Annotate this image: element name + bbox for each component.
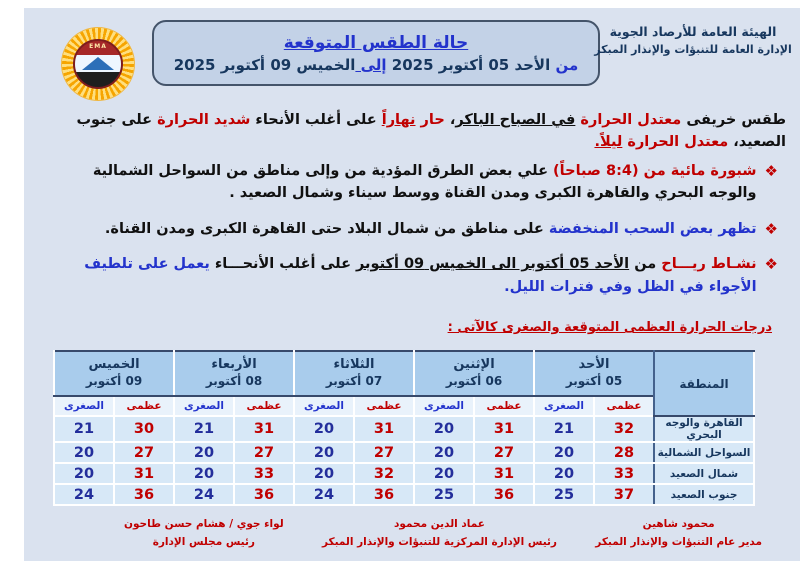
- temp-max-cell: 31: [234, 416, 294, 442]
- table-row: [54, 416, 754, 442]
- diamond-bullet-icon: ❖: [764, 219, 778, 238]
- min-subheader: الصغرى: [534, 396, 594, 416]
- day-name: الثلاثاء: [333, 357, 375, 373]
- temp-max-cell: 31: [474, 416, 534, 442]
- temp-min-cell: 20: [294, 463, 354, 484]
- signatory-name: عماد الدين محمود: [394, 518, 485, 530]
- signatory-name: محمود شاهين: [642, 518, 715, 530]
- temp-max-cell: 27: [114, 442, 174, 463]
- text-segment: الأحد 05 أكتوبر 2025: [386, 55, 551, 74]
- text-segment: شديد الحرارة: [152, 112, 251, 128]
- forecast-bullet-list: [54, 160, 778, 311]
- table-row: [54, 484, 754, 505]
- temperature-table-wrap: [55, 350, 755, 506]
- temp-min-cell: 20: [54, 463, 114, 484]
- bulletin-title: حالة الطقس المتوقعة: [283, 32, 469, 53]
- day-header: [54, 351, 174, 396]
- day-name: الأربعاء: [211, 357, 257, 373]
- day-date: 06 أكتوبر: [445, 374, 503, 389]
- table-row: [54, 463, 754, 484]
- day-date: 05 أكتوبر: [565, 374, 623, 389]
- max-subheader: عظمى: [354, 396, 414, 416]
- text-segment: من: [550, 55, 579, 74]
- forecast-summary-paragraph: [48, 110, 786, 154]
- signature-footer: [24, 516, 800, 552]
- region-name-cell: شمال الصعيد: [654, 463, 754, 484]
- text-segment: على أغلب الأنحـــاء: [209, 256, 357, 273]
- region-name-cell: جنوب الصعيد: [654, 484, 754, 505]
- temp-min-cell: 20: [534, 442, 594, 463]
- bullet-wind: [54, 253, 778, 298]
- bullet-clouds: [54, 218, 778, 241]
- text-segment: على مناطق من شمال البلاد حتى القاهرة الكبرى ومدن القناة.: [104, 220, 544, 237]
- max-subheader: عظمى: [234, 396, 294, 416]
- temp-min-cell: 24: [294, 484, 354, 505]
- temp-min-cell: 20: [534, 463, 594, 484]
- text-segment: حار: [415, 112, 445, 128]
- temp-min-cell: 25: [534, 484, 594, 505]
- temp-max-cell: 28: [594, 442, 654, 463]
- ema-logo-emblem: [73, 39, 123, 89]
- temp-max-cell: 36: [234, 484, 294, 505]
- text-segment: معتدل الحرارة: [622, 133, 729, 150]
- text-segment: شبورة مائية من (8:4 صباحاً): [548, 163, 757, 179]
- temp-max-cell: 36: [114, 484, 174, 505]
- temp-min-cell: 21: [174, 416, 234, 442]
- day-header: [414, 351, 534, 396]
- signatory-title: مدير عام التنبؤات والإنذار المبكر: [595, 535, 762, 548]
- temp-min-cell: 24: [54, 484, 114, 505]
- bullet-wind-text: [54, 253, 757, 298]
- ema-logo: [62, 28, 134, 100]
- diamond-bullet-icon: ❖: [764, 255, 778, 274]
- department-name: الإدارة العامة للتنبؤات والإنذار المبكر: [594, 43, 792, 56]
- day-name: الخميس: [88, 357, 140, 373]
- title-box: [152, 20, 600, 86]
- day-header: [294, 351, 414, 396]
- day-header: [534, 351, 654, 396]
- temperature-table: [53, 350, 755, 506]
- organization-name: الهيئة العامة للأرصاد الجوية: [609, 24, 777, 39]
- temp-max-cell: 27: [234, 442, 294, 463]
- signature-director: [595, 516, 762, 552]
- diamond-bullet-icon: ❖: [764, 162, 778, 180]
- region-name-cell: القاهرة والوجه البحري: [654, 416, 754, 442]
- bullet-clouds-text: [54, 218, 757, 241]
- text-segment: على أغلب الأنحاء: [250, 112, 382, 128]
- day-date: 09 أكتوبر: [85, 374, 143, 389]
- day-date: 07 أكتوبر: [325, 374, 383, 389]
- temp-max-cell: 33: [234, 463, 294, 484]
- temp-min-cell: 21: [54, 416, 114, 442]
- text-segment: في الصباح الباكر: [455, 112, 576, 128]
- signatory-name: لواء جوي / هشام حسن طاحون: [124, 518, 284, 530]
- bullet-fog: [54, 160, 778, 205]
- text-segment: الخميس 09 أكتوبر 2025: [173, 55, 356, 74]
- temp-max-cell: 31: [354, 416, 414, 442]
- temp-max-cell: 32: [594, 416, 654, 442]
- min-subheader: الصغرى: [294, 396, 354, 416]
- temp-min-cell: 20: [414, 442, 474, 463]
- temp-min-cell: 20: [174, 442, 234, 463]
- signature-board-chairman: [124, 516, 284, 552]
- mountain-icon: [82, 57, 114, 70]
- table-title: درجات الحرارة العظمى المتوقعة والصغرى كالآتى :: [447, 320, 772, 335]
- temp-max-cell: 33: [594, 463, 654, 484]
- table-row: [54, 442, 754, 463]
- region-column-header: المنطقة: [654, 351, 754, 416]
- text-segment: معتدل الحرارة: [575, 112, 682, 128]
- signature-central-admin-head: [322, 516, 557, 552]
- max-subheader: عظمى: [474, 396, 534, 416]
- temp-min-cell: 24: [174, 484, 234, 505]
- temp-min-cell: 20: [414, 416, 474, 442]
- min-subheader: الصغرى: [174, 396, 234, 416]
- day-name: الإثنين: [453, 357, 495, 373]
- temp-min-cell: 20: [294, 442, 354, 463]
- text-segment: نهاراً: [381, 112, 416, 128]
- organization-block: [590, 24, 796, 56]
- day-name: الأحد: [578, 357, 610, 373]
- temp-max-cell: 36: [474, 484, 534, 505]
- signatory-title: رئيس مجلس الإدارة: [152, 535, 255, 548]
- temp-max-cell: 27: [474, 442, 534, 463]
- bulletin-panel: [24, 8, 800, 561]
- text-segment: إلى: [355, 55, 387, 74]
- min-subheader: الصغرى: [54, 396, 114, 416]
- temp-max-cell: 32: [354, 463, 414, 484]
- bullet-fog-text: [54, 160, 757, 205]
- temp-max-cell: 31: [474, 463, 534, 484]
- temp-min-cell: 20: [54, 442, 114, 463]
- temp-min-cell: 20: [414, 463, 474, 484]
- text-segment: على جنوب الصعيد،: [76, 112, 786, 150]
- temp-max-cell: 31: [114, 463, 174, 484]
- temp-max-cell: 36: [354, 484, 414, 505]
- temp-min-cell: 21: [534, 416, 594, 442]
- text-segment: من: [629, 256, 657, 273]
- text-segment: ليلاً.: [594, 133, 623, 150]
- text-segment: طقس خريفى: [681, 112, 786, 128]
- temp-min-cell: 25: [414, 484, 474, 505]
- day-date: 08 أكتوبر: [205, 374, 263, 389]
- signatory-title: رئيس الإدارة المركزية للتنبؤات والإنذار المبكر: [321, 535, 557, 548]
- region-name-cell: السواحل الشمالية: [654, 442, 754, 463]
- text-segment: تظهر بعض السحب المنخفضة: [543, 220, 757, 237]
- temp-max-cell: 27: [354, 442, 414, 463]
- temp-max-cell: 37: [594, 484, 654, 505]
- ema-logo-text: EMA: [89, 43, 107, 50]
- temp-min-cell: 20: [294, 416, 354, 442]
- day-header: [174, 351, 294, 396]
- text-segment: نشـاط ريـــاح: [656, 256, 757, 273]
- temp-min-cell: 20: [174, 463, 234, 484]
- text-segment: يعمل على تلطيف الأجواء في الظل وفي فترات الليل.: [84, 256, 757, 295]
- bulletin-date-range: [174, 56, 579, 74]
- max-subheader: عظمى: [114, 396, 174, 416]
- min-subheader: الصغرى: [414, 396, 474, 416]
- text-segment: الأحد 05 أكتوبر الى الخميس 09 أكتوبر: [356, 256, 630, 273]
- text-segment: علي بعض الطرق المؤدية من وإلى مناطق من السواحل الشمالية والوجه البحري والقاهرة الكبرى ومدن القناة ووسط سيناء وشمال الصعيد .: [92, 163, 757, 202]
- temp-max-cell: 30: [114, 416, 174, 442]
- text-segment: ،: [444, 112, 456, 128]
- max-subheader: عظمى: [594, 396, 654, 416]
